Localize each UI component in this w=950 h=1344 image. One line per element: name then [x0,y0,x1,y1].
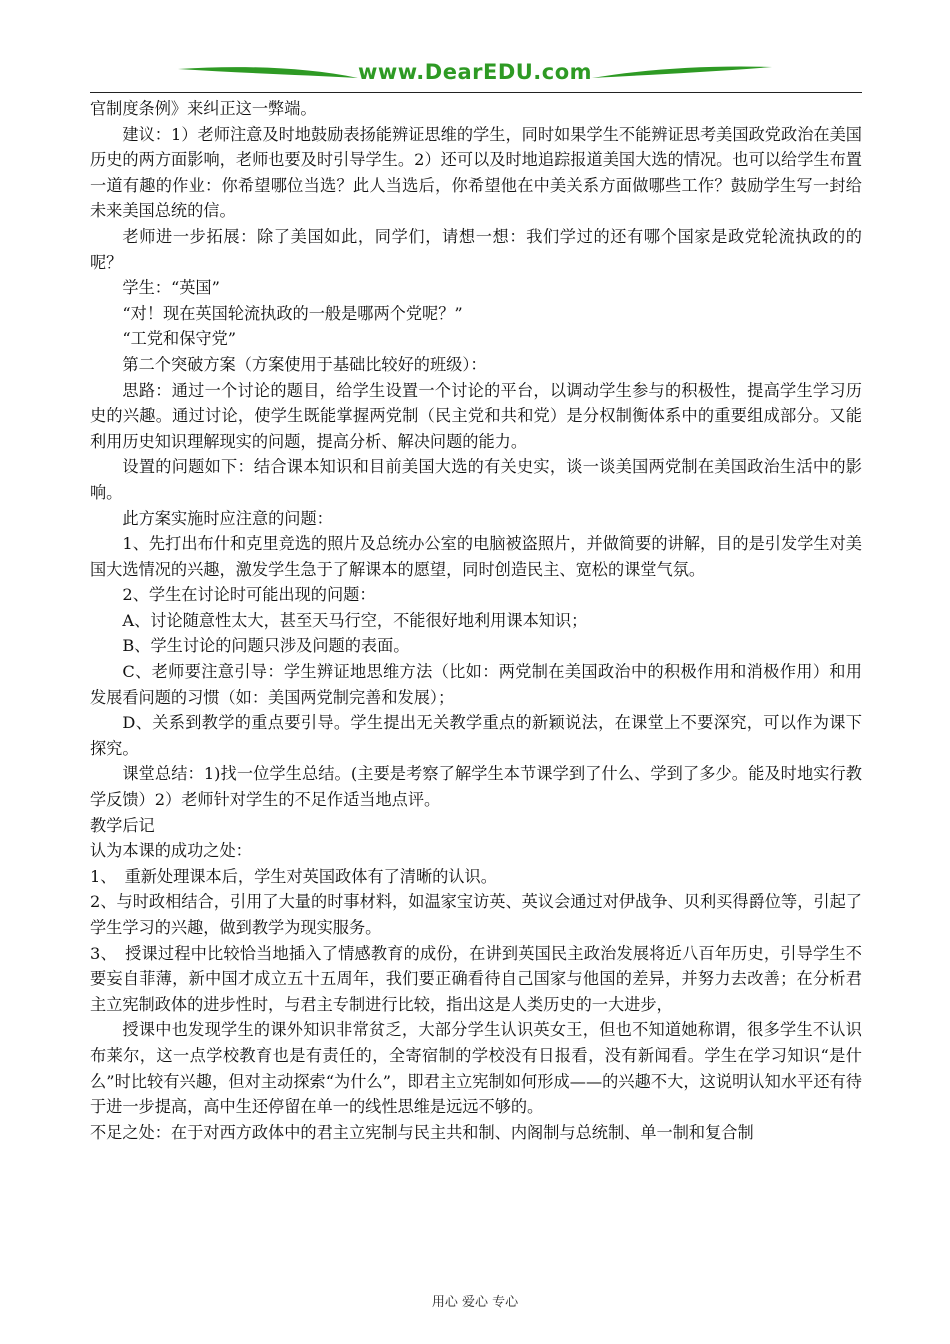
paragraph: 建议：1）老师注意及时地鼓励表扬能辨证思维的学生，同时如果学生不能辨证思考美国政党政治在美国历史的两方面影响，老师也要及时引导学生。2）还可以及时地追踪报道美国大选的情况。也可以给学生布置一道有趣的作业：你希望哪位当选？此人当选后，你希望他在中美关系方面做哪些工作？鼓励学生写一封给未来美国总统的信。 [90,124,862,221]
paragraph: 课堂总结：1)找一位学生总结。(主要是考察了解学生本节课学到了什么、学到了多少。能及时地实行教学反馈）2）老师针对学生的不足作适当地点评。 [90,764,862,810]
paragraph: B、学生讨论的问题只涉及问题的表面。 [122,636,410,656]
paragraph: 授课中也发现学生的课外知识非常贫乏，大部分学生认识英女王，但也不知道她称谓，很多学生不认识布莱尔，这一点学校教育也是有责任的，全寄宿制的学校没有日报看，没有新闻看。学生在学习知识“是什么”时比较有兴趣，但对主动探索“为什么”，即君主立宪制如何形成——的兴趣不大，这说明认知水平还有待于进一步提高，高中生还停留在单一的线性思维是远远不够的。 [90,1020,862,1117]
paragraph: 老师进一步拓展：除了美国如此，同学们，请想一想：我们学过的还有哪个国家是政党轮流执政的的呢？ [90,226,862,272]
paragraph: 此方案实施时应注意的问题： [122,508,333,528]
header-rule [90,92,862,93]
page-footer: 用心 爱心 专心 [431,1295,519,1310]
paragraph: “工党和保守党” [122,329,237,349]
paragraph: A、讨论随意性太大，甚至天马行空，不能很好地利用课本知识； [122,610,588,630]
paragraph: 设置的问题如下：结合课本知识和目前美国大选的有关史实，谈一谈美国两党制在美国政治生活中的影响。 [90,457,862,502]
paragraph: 认为本课的成功之处： [90,841,252,861]
header-logo-banner [90,56,860,96]
paragraph: 学生：“英国” [122,278,220,298]
paragraph: 官制度条例》来纠正这一弊端。 [90,99,317,118]
paragraph: 思路：通过一个讨论的题目，给学生设置一个讨论的平台，以调动学生参与的积极性，提高学生学习历史的兴趣。通过讨论，使学生既能掌握两党制（民主党和共和党）是分权制衡体系中的重要组成部分。又能利用历史知识理解现实的问题，提高分析、解决问题的能力。 [90,380,862,451]
paragraph: C、老师要注意引导：学生辨证地思维方法（比如：两党制在美国政治中的积极作用和消极作用）和用发展看问题的习惯（如：美国两党制完善和发展）； [90,662,862,707]
document-body [90,96,862,1145]
paragraph: 2、学生在讨论时可能出现的问题： [122,585,376,605]
list-item: 1、 重新处理课本后，学生对英国政体有了清晰的认识。 [90,866,497,886]
paragraph: 不足之处：在于对西方政体中的君主立宪制与民主共和制、内阁制与总统制、单一制和复合制 [90,1122,754,1142]
paragraph: 1、先打出布什和克里竞选的照片及总统办公室的电脑被盗照片，并做简要的讲解，目的是引发学生对美国大选情况的兴趣，激发学生急于了解课本的愿望，同时创造民主、宽松的课堂气氛。 [90,534,862,579]
paragraph: “对！现在英国轮流执政的一般是哪两个党呢？” [122,303,463,323]
list-item: 3、 授课过程中比较恰当地插入了情感教育的成份，在讲到英国民主政治发展将近八百年历史，引导学生不要妄自菲薄，新中国才成立五十五周年，我们要正确看待自己国家与他国的差异，并努力去改善；在分析君主立宪制政体的进步性时，与君主专制进行比较，指出这是人类历史的一大进步， [90,943,862,1014]
paragraph: 第二个突破方案（方案使用于基础比较好的班级）： [122,354,487,374]
list-item: 2、与时政相结合，引用了大量的时事材料，如温家宝访英、英议会通过对伊战争、贝利买得爵位等，引起了学生学习的兴趣，做到教学为现实服务。 [90,892,862,937]
site-logo-text: www.DearEDU.com [357,60,593,84]
section-heading: 教学后记 [90,815,155,835]
paragraph: D、关系到教学的重点要引导。学生提出无关教学重点的新颖说法，在课堂上不要深究，可以作为课下探究。 [90,713,862,758]
